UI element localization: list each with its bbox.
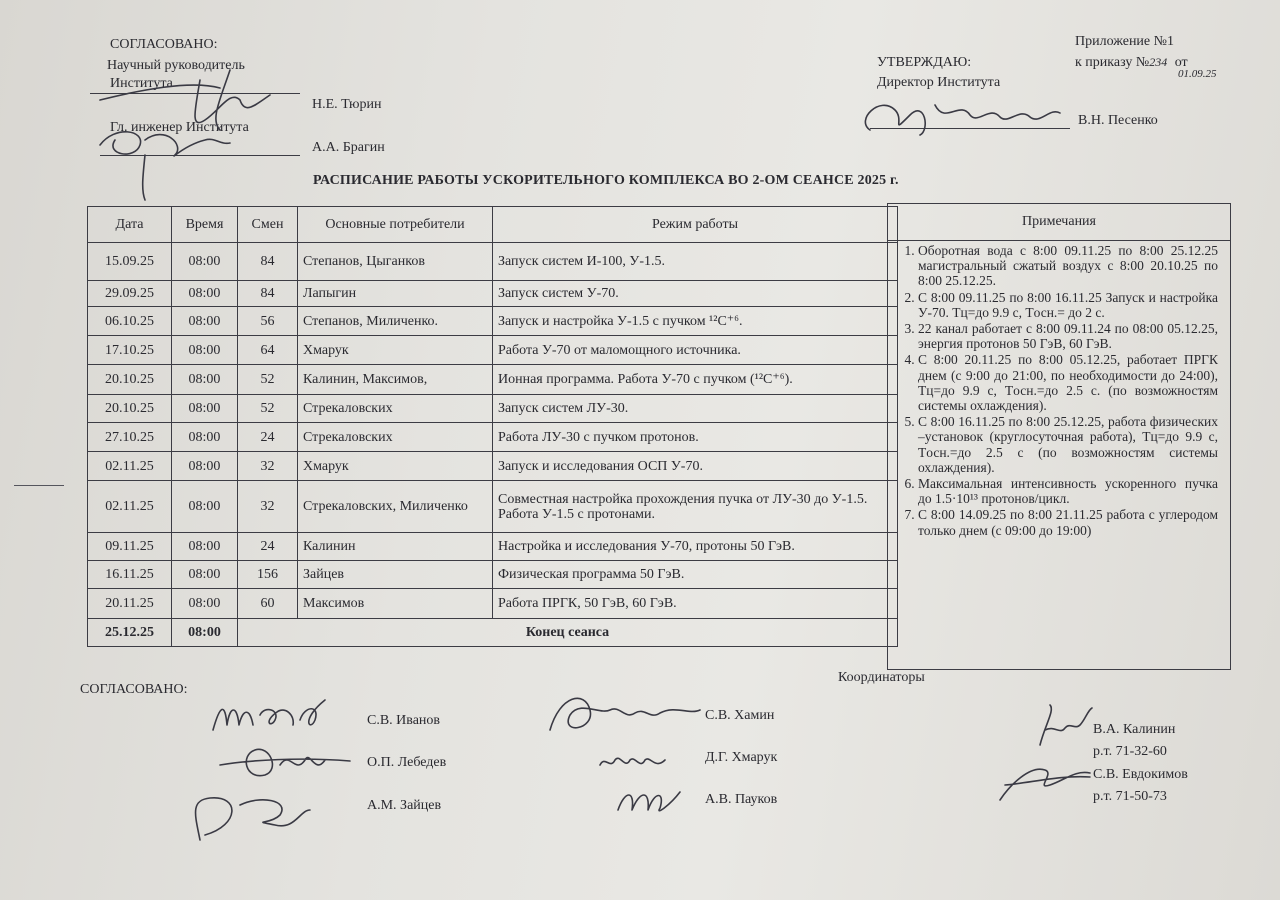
coordinator-name: С.В. Евдокимов [1093, 767, 1188, 782]
coordinator-phone: р.т. 71-50-73 [1093, 789, 1167, 804]
header-mode: Режим работы [493, 207, 898, 243]
signature-paukov-image [610, 780, 690, 820]
header-shifts: Смен [238, 207, 298, 243]
cell-date: 27.10.25 [88, 423, 172, 452]
note-item: 1. Оборотная вода с 8:00 09.11.25 по 8:00 25.12.25 магистральный сжатый воздух с 8:00 20.10.25 по 8:00 25.12.25. [918, 243, 1218, 289]
table-row [88, 307, 898, 336]
cell-shifts: 84 [238, 281, 298, 307]
table-row [88, 243, 898, 281]
cell-consumers: Калинин [298, 533, 493, 561]
note-item: 3. 22 канал работает с 8:00 09.11.24 по 08:00 05.12.25, энергия протонов 50 ГэВ, 60 ГэВ. [918, 321, 1218, 351]
appendix-label: Приложение №1 [1075, 34, 1174, 49]
director-role: Директор Института [877, 75, 1001, 90]
cell-time: 08:00 [172, 307, 238, 336]
cell-date: 17.10.25 [88, 336, 172, 365]
cell-date: 20.11.25 [88, 589, 172, 619]
signature-khamin-image [540, 685, 710, 740]
cell-consumers: Стрекаловских [298, 395, 493, 423]
cell-consumers: Хмарук [298, 452, 493, 481]
cell-time: 08:00 [172, 243, 238, 281]
order-prefix: к приказу № [1075, 55, 1150, 70]
cell-mode: Работа У-70 от маломощного источника. [493, 336, 898, 365]
cell-mode: Работа ПРГК, 50 ГэВ, 60 ГэВ. [493, 589, 898, 619]
cell-date: 25.12.25 [88, 619, 172, 647]
cell-shifts: 52 [238, 395, 298, 423]
cell-shifts: 84 [238, 243, 298, 281]
cell-consumers: Степанов, Цыганков [298, 243, 493, 281]
cell-mode: Ионная программа. Работа У-70 с пучком (¹²C⁺⁶). [493, 365, 898, 395]
table-row [88, 281, 898, 307]
cell-date: 06.10.25 [88, 307, 172, 336]
cell-date: 29.09.25 [88, 281, 172, 307]
cell-shifts: 52 [238, 365, 298, 395]
cell-time: 08:00 [172, 589, 238, 619]
signature-lebedev-image [210, 735, 360, 785]
table-row [88, 589, 898, 619]
table-row [88, 561, 898, 589]
note-item: 6. Максимальная интенсивность ускоренного пучка до 1.5·10¹³ протонов/цикл. [918, 476, 1218, 506]
cell-date: 20.10.25 [88, 395, 172, 423]
cell-mode: Совместная настройка прохождения пучка от ЛУ-30 до У-1.5. Работа У-1.5 с протонами. [493, 481, 898, 533]
table-row [88, 336, 898, 365]
cell-shifts: 60 [238, 589, 298, 619]
cell-consumers: Стрекаловских, Миличенко [298, 481, 493, 533]
signature-bragin-image [85, 115, 285, 205]
institute-label: Института [110, 76, 173, 91]
cell-date: 09.11.25 [88, 533, 172, 561]
cell-shifts: 32 [238, 481, 298, 533]
document-title: РАСПИСАНИЕ РАБОТЫ УСКОРИТЕЛЬНОГО КОМПЛЕКСА ВО 2-ОМ СЕАНСЕ 2025 г. [313, 173, 899, 188]
cell-consumers: Калинин, Максимов, [298, 365, 493, 395]
cell-date: 15.09.25 [88, 243, 172, 281]
schedule-table [87, 206, 898, 647]
notes-header: Примечания [888, 204, 1230, 241]
table-row [88, 395, 898, 423]
coordinators-label: Координаторы [838, 670, 925, 685]
cell-time: 08:00 [172, 336, 238, 365]
cell-shifts: 24 [238, 533, 298, 561]
chief-engineer-role: Гл. инженер Института [110, 120, 249, 135]
table-header-row [88, 207, 898, 243]
margin-mark [14, 485, 64, 486]
signature-pesenko-image [850, 85, 1080, 145]
coordinator-name: С.В. Иванов [367, 713, 441, 728]
scientific-director-role: Научный руководитель [107, 58, 245, 73]
cell-mode: Настройка и исследования У-70, протоны 50 ГэВ. [493, 533, 898, 561]
table-row [88, 365, 898, 395]
cell-time: 08:00 [172, 365, 238, 395]
cell-date: 02.11.25 [88, 452, 172, 481]
cell-consumers: Лапыгин [298, 281, 493, 307]
cell-time: 08:00 [172, 481, 238, 533]
table-row [88, 423, 898, 452]
director-name: В.Н. Песенко [1078, 113, 1158, 128]
cell-time: 08:00 [172, 452, 238, 481]
order-date-prefix: от [1174, 55, 1188, 70]
cell-shifts: 32 [238, 452, 298, 481]
order-number: 234 [1149, 55, 1168, 69]
table-row [88, 481, 898, 533]
cell-time: 08:00 [172, 395, 238, 423]
signature-khmaruk-image [595, 745, 675, 775]
notes-list [888, 241, 1230, 538]
cell-time: 08:00 [172, 423, 238, 452]
note-item: 5. С 8:00 16.11.25 по 8:00 25.12.25, работа физических –установок (круглосуточная работа), Tц=до 9.9 с, Tосн.=до 2.5 с (по возможностям системы охлаждения). [918, 414, 1218, 475]
table-row-end-of-session [88, 619, 898, 647]
header-time: Время [172, 207, 238, 243]
cell-time: 08:00 [172, 281, 238, 307]
cell-shifts: 24 [238, 423, 298, 452]
cell-consumers: Стрекаловских [298, 423, 493, 452]
cell-mode: Запуск систем И-100, У-1.5. [493, 243, 898, 281]
cell-mode: Запуск систем ЛУ-30. [493, 395, 898, 423]
cell-time: 08:00 [172, 533, 238, 561]
signatory-name-tyurin: Н.Е. Тюрин [312, 97, 382, 112]
cell-mode: Запуск и исследования ОСП У-70. [493, 452, 898, 481]
cell-time: 08:00 [172, 561, 238, 589]
cell-consumers: Зайцев [298, 561, 493, 589]
cell-mode: Работа ЛУ-30 с пучком протонов. [493, 423, 898, 452]
cell-consumers: Степанов, Миличенко. [298, 307, 493, 336]
bottom-approval-heading: СОГЛАСОВАНО: [80, 682, 188, 697]
end-of-session-label: Конец сеанса [238, 619, 898, 647]
signature-ivanov-image [205, 690, 345, 740]
coordinator-name: В.А. Калинин [1093, 722, 1176, 737]
cell-time: 08:00 [172, 619, 238, 647]
cell-shifts: 64 [238, 336, 298, 365]
cell-shifts: 56 [238, 307, 298, 336]
cell-mode: Физическая программа 50 ГэВ. [493, 561, 898, 589]
approve-heading: УТВЕРЖДАЮ: [877, 55, 972, 70]
notes-panel [887, 203, 1231, 670]
cell-consumers: Максимов [298, 589, 493, 619]
cell-mode: Запуск систем У-70. [493, 281, 898, 307]
table-row [88, 533, 898, 561]
coordinator-name: С.В. Хамин [705, 708, 775, 723]
coordinator-name: А.М. Зайцев [367, 798, 442, 813]
cell-date: 02.11.25 [88, 481, 172, 533]
cell-consumers: Хмарук [298, 336, 493, 365]
signatory-name-bragin: А.А. Брагин [312, 140, 385, 155]
header-date: Дата [88, 207, 172, 243]
table-row [88, 452, 898, 481]
order-date: 01.09.25 [1178, 68, 1217, 80]
approval-heading: СОГЛАСОВАНО: [110, 37, 218, 52]
signature-zaitsev-image [170, 780, 340, 850]
note-item: 2. С 8:00 09.11.25 по 8:00 16.11.25 Запуск и настройка У-70. Tц=до 9.9 с, Tосн.= до 2 с. [918, 290, 1218, 320]
coordinator-name: О.П. Лебедев [367, 755, 447, 770]
cell-date: 16.11.25 [88, 561, 172, 589]
coordinator-name: А.В. Пауков [705, 792, 778, 807]
signature-kalinin-image [1030, 700, 1100, 750]
cell-shifts: 156 [238, 561, 298, 589]
cell-mode: Запуск и настройка У-1.5 с пучком ¹²C⁺⁶. [493, 307, 898, 336]
signature-evdokimov-image [990, 745, 1100, 805]
header-consumers: Основные потребители [298, 207, 493, 243]
coordinator-name: Д.Г. Хмарук [705, 750, 778, 765]
note-item: 4. С 8:00 20.11.25 по 8:00 05.12.25, работает ПРГК днем (с 9:00 до 21:00, по необходимости до 24:00), Tц=до 9.9 с, Tосн.=до 2.5 с. (по возможностям системы охлаждения). [918, 352, 1218, 413]
cell-date: 20.10.25 [88, 365, 172, 395]
coordinator-phone: р.т. 71-32-60 [1093, 744, 1167, 759]
note-item: 7. С 8:00 14.09.25 по 8:00 21.11.25 работа с углеродом только днем (с 09:00 до 19:00) [918, 507, 1218, 537]
order-reference [1075, 54, 1188, 71]
